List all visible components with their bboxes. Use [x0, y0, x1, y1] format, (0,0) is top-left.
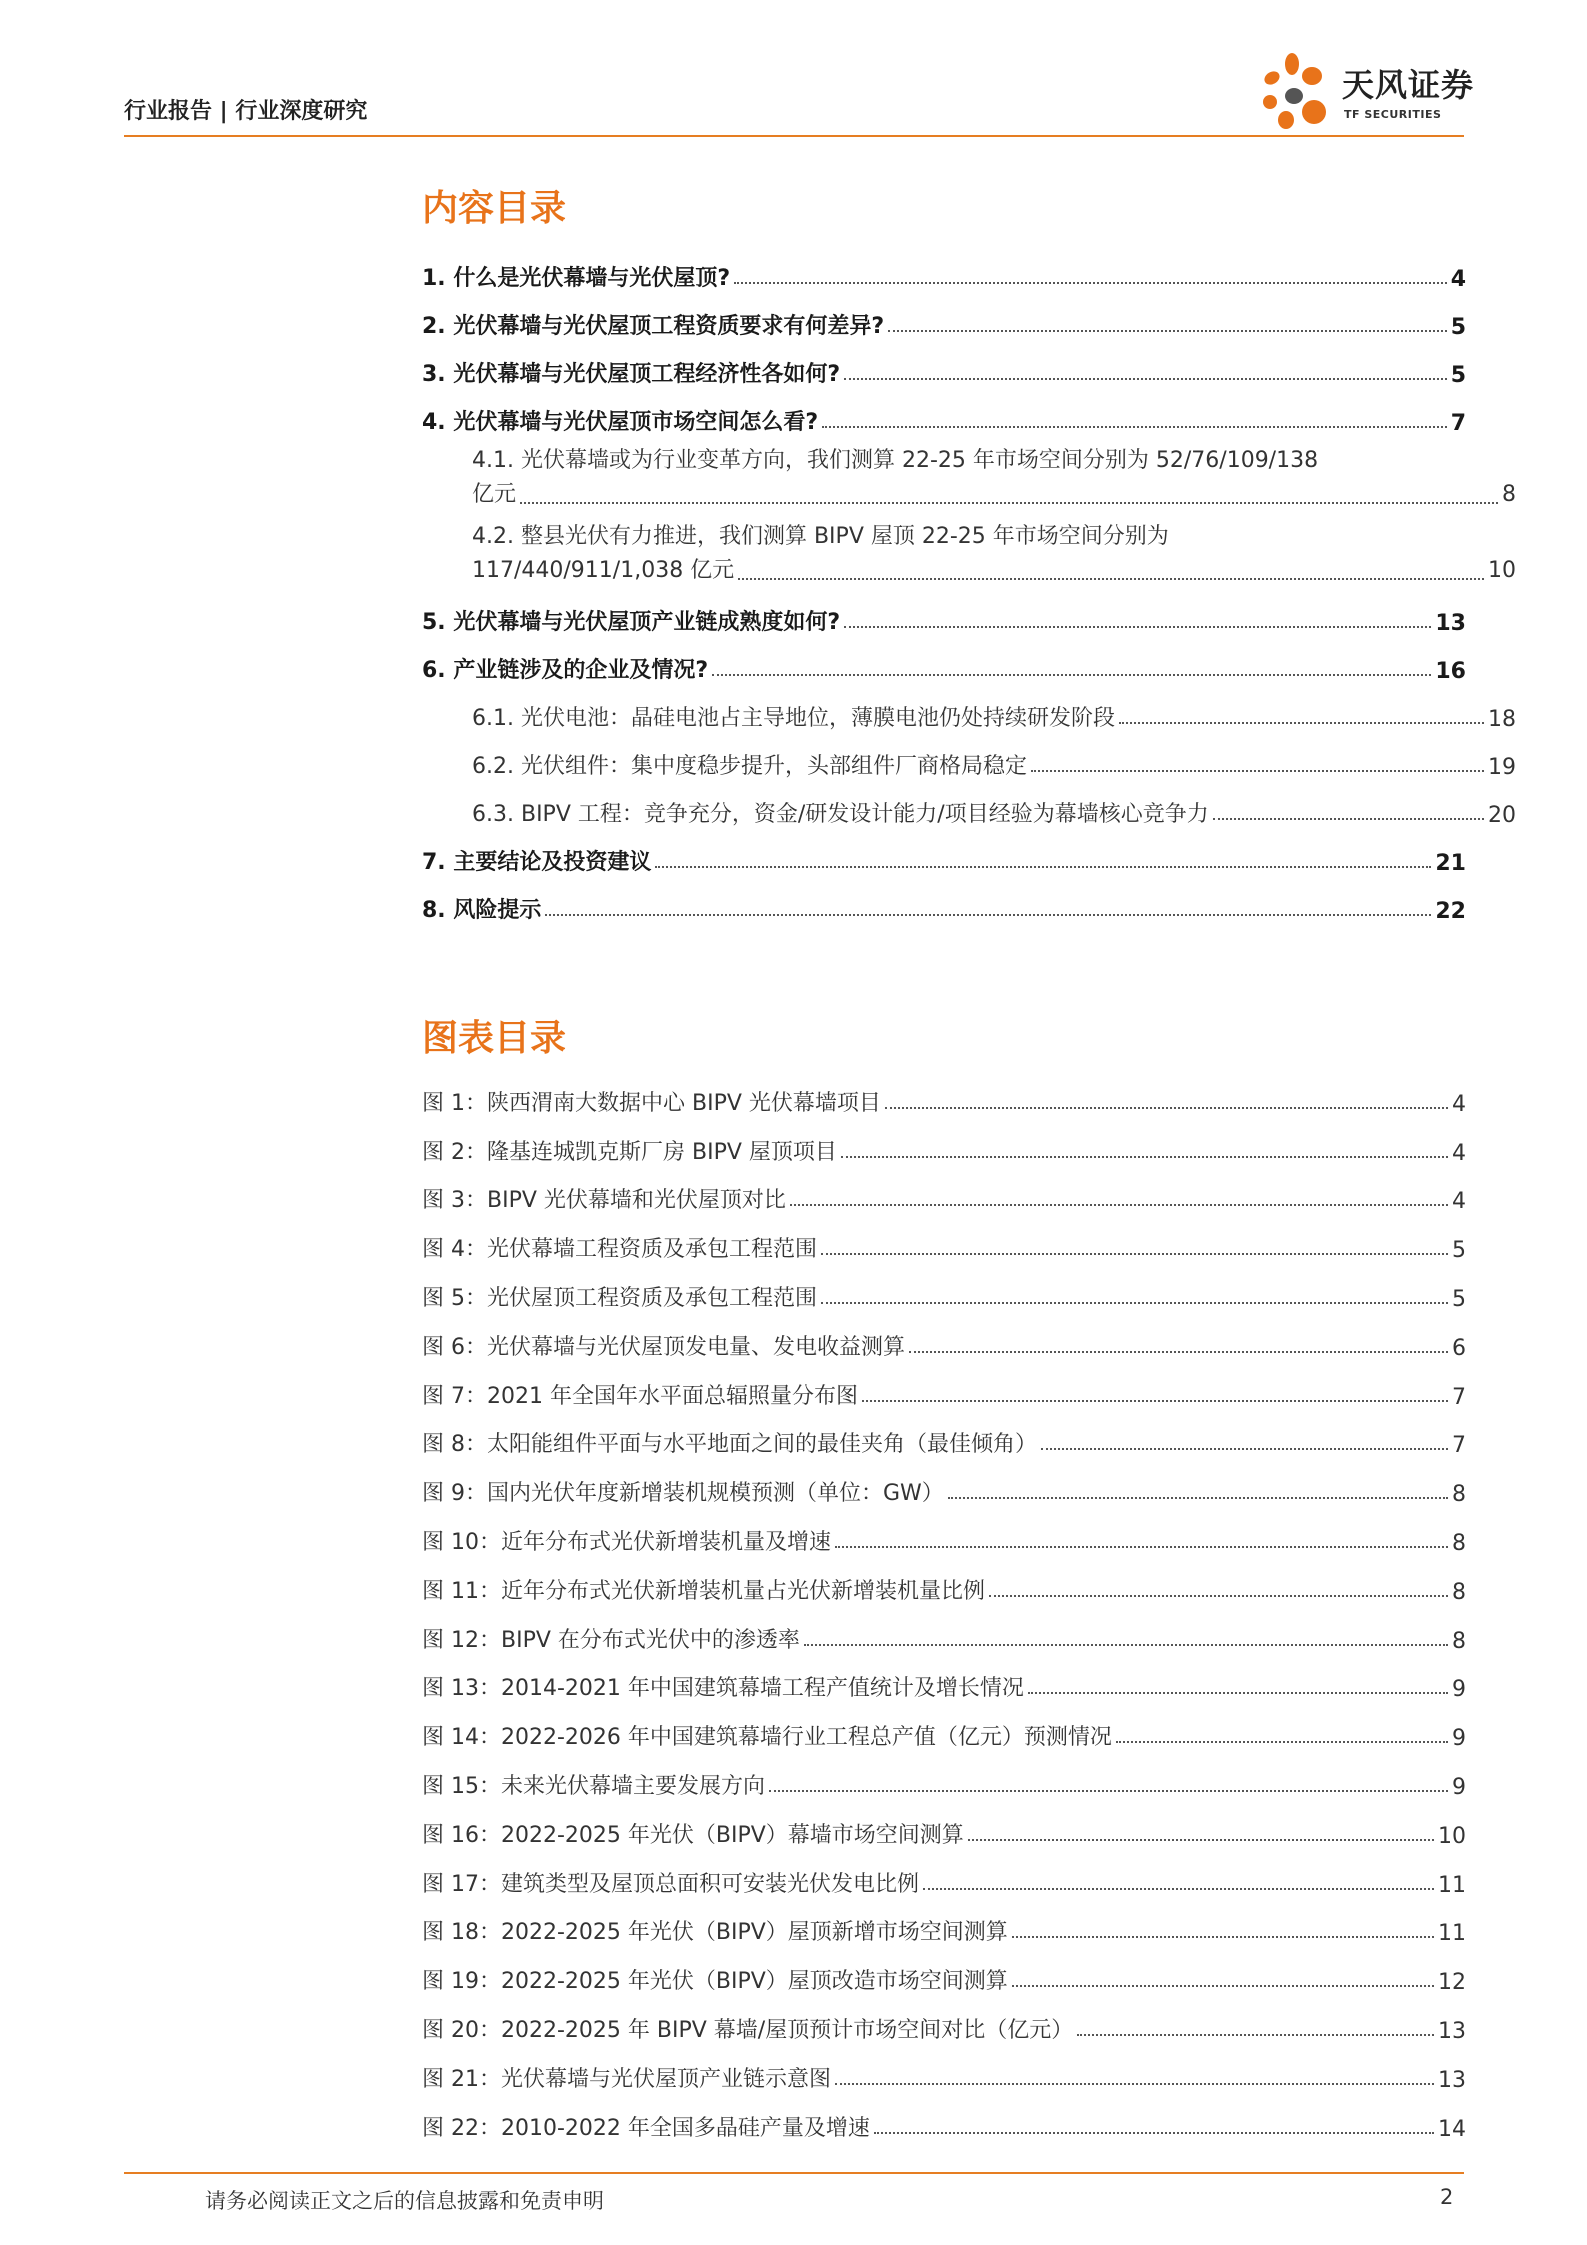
figure-entry[interactable]	[422, 1410, 1466, 1459]
figure-entry-label: 图 22：2010-2022 年全国多晶硅产量及增速	[422, 2115, 870, 2141]
figure-entry-page: 13	[1438, 2067, 1466, 2093]
leader-dots	[1213, 818, 1484, 820]
leader-dots	[862, 1400, 1448, 1402]
figure-entry[interactable]	[422, 1898, 1466, 1947]
figure-entry-page: 5	[1452, 1286, 1466, 1312]
figure-entry[interactable]	[422, 1214, 1466, 1263]
figure-entry-page: 8	[1452, 1530, 1466, 1556]
figure-entry-label: 图 16：2022-2025 年光伏（BIPV）幕墙市场空间测算	[422, 1822, 964, 1848]
toc-entry-page: 13	[1435, 611, 1466, 636]
figure-entry-page: 4	[1452, 1140, 1466, 1166]
leader-dots	[835, 2083, 1434, 2085]
leader-dots	[738, 578, 1484, 580]
figure-entry-label: 图 20：2022-2025 年 BIPV 幕墙/屋顶预计市场空间对比（亿元）	[422, 2017, 1074, 2043]
toc-entry[interactable]	[422, 636, 1466, 684]
toc-entry-label: 3. 光伏幕墙与光伏屋顶工程经济性各如何?	[422, 362, 841, 387]
figure-entry[interactable]	[422, 1361, 1466, 1410]
figure-entry-label: 图 10：近年分布式光伏新增装机量及增速	[422, 1529, 831, 1555]
figure-entry[interactable]	[422, 1068, 1466, 1117]
leader-dots	[769, 1790, 1448, 1792]
toc-entry-label: 4.2. 整县光伏有力推进，我们测算 BIPV 屋顶 22-25 年市场空间分别为	[472, 524, 1169, 549]
leader-dots	[655, 866, 1431, 868]
leader-dots	[712, 674, 1431, 676]
figure-entry-label: 图 17：建筑类型及屋顶总面积可安装光伏发电比例	[422, 1871, 919, 1897]
leader-dots	[545, 914, 1431, 916]
toc-subentry[interactable]	[422, 436, 1516, 512]
leader-dots	[790, 1204, 1448, 1206]
figure-entry-label: 图 3：BIPV 光伏幕墙和光伏屋顶对比	[422, 1188, 786, 1214]
leader-dots	[888, 330, 1447, 332]
figure-entry-label: 图 2：隆基连城凯克斯厂房 BIPV 屋顶项目	[422, 1139, 837, 1165]
toc-entry-page: 22	[1435, 899, 1466, 924]
toc-entry-label: 6.1. 光伏电池：晶硅电池占主导地位，薄膜电池仍处持续研发阶段	[472, 706, 1115, 731]
figure-entry-label: 图 21：光伏幕墙与光伏屋顶产业链示意图	[422, 2066, 831, 2092]
toc-entry-page: 21	[1435, 851, 1466, 876]
company-logo	[1250, 52, 1475, 134]
figure-entry-page: 7	[1452, 1384, 1466, 1410]
toc-entry-label: 6.2. 光伏组件：集中度稳步提升，头部组件厂商格局稳定	[472, 754, 1027, 779]
figure-entry[interactable]	[422, 1800, 1466, 1849]
toc-entry-page: 5	[1450, 363, 1466, 388]
figure-entry-label: 图 12：BIPV 在分布式光伏中的渗透率	[422, 1627, 800, 1653]
toc-entry-label: 4.1. 光伏幕墙或为行业变革方向，我们测算 22-25 年市场空间分别为 52/76/109/138	[472, 448, 1319, 473]
figures-list	[422, 1068, 1466, 2142]
toc-entry-page: 16	[1435, 659, 1466, 684]
leader-dots	[844, 378, 1447, 380]
figure-entry-label: 图 15：未来光伏幕墙主要发展方向	[422, 1773, 765, 1799]
toc-subentry[interactable]	[422, 780, 1516, 828]
toc-subentry[interactable]	[422, 732, 1516, 780]
leader-dots	[874, 2132, 1434, 2134]
leader-dots	[841, 1156, 1448, 1158]
figure-entry[interactable]	[422, 1751, 1466, 1800]
leader-dots	[734, 282, 1447, 284]
toc-entry-label: 5. 光伏幕墙与光伏屋顶产业链成熟度如何?	[422, 610, 841, 635]
toc-entry-page: 19	[1488, 755, 1516, 780]
leader-dots	[923, 1888, 1434, 1890]
figure-entry[interactable]	[422, 2044, 1466, 2093]
leader-dots	[909, 1351, 1448, 1353]
leader-dots	[844, 626, 1431, 628]
leader-dots	[835, 1546, 1448, 1548]
toc-entry-page: 8	[1502, 482, 1516, 507]
figure-entry-page: 11	[1438, 1921, 1466, 1947]
toc-entry-page: 5	[1450, 315, 1466, 340]
logo-chinese-name: 天风证券	[1342, 66, 1475, 104]
figure-entry[interactable]	[422, 1263, 1466, 1312]
leader-dots	[1031, 770, 1484, 772]
footer-disclaimer: 请务必阅读正文之后的信息披露和免责申明	[205, 2189, 604, 2213]
leader-dots	[1116, 1741, 1448, 1743]
figure-entry[interactable]	[422, 1702, 1466, 1751]
toc-entry-label: 4. 光伏幕墙与光伏屋顶市场空间怎么看?	[422, 410, 819, 435]
figure-entry-page: 4	[1452, 1189, 1466, 1215]
figure-entry-label: 图 8：太阳能组件平面与水平地面之间的最佳夹角（最佳倾角）	[422, 1432, 1037, 1458]
toc-entry-label: 8. 风险提示	[422, 898, 542, 923]
toc-entry-label: 6. 产业链涉及的企业及情况?	[422, 658, 709, 683]
figure-entry[interactable]	[422, 1312, 1466, 1361]
leader-dots	[520, 502, 1498, 504]
figure-entry-page: 8	[1452, 1482, 1466, 1508]
figure-entry[interactable]	[422, 1654, 1466, 1703]
figure-entry-label: 图 7：2021 年全国年水平面总辐照量分布图	[422, 1383, 858, 1409]
figure-entry[interactable]	[422, 1507, 1466, 1556]
figure-entry-page: 8	[1452, 1628, 1466, 1654]
figure-entry[interactable]	[422, 1946, 1466, 1995]
figure-entry-label: 图 4：光伏幕墙工程资质及承包工程范围	[422, 1237, 817, 1263]
toc-entry-label-cont: 117/440/911/1,038 亿元	[472, 558, 735, 583]
toc-entry[interactable]	[422, 588, 1466, 636]
figure-entry[interactable]	[422, 1995, 1466, 2044]
leader-dots	[821, 1302, 1448, 1304]
figure-entry-label: 图 19：2022-2025 年光伏（BIPV）屋顶改造市场空间测算	[422, 1969, 1008, 1995]
toc-entry[interactable]	[422, 292, 1466, 340]
toc-entry[interactable]	[422, 388, 1466, 436]
figure-entry-label: 图 14：2022-2026 年中国建筑幕墙行业工程总产值（亿元）预测情况	[422, 1725, 1112, 1751]
figure-entry-label: 图 9：国内光伏年度新增装机规模预测（单位：GW）	[422, 1481, 944, 1507]
leader-dots	[1012, 1936, 1434, 1938]
toc-entry-page: 10	[1488, 558, 1516, 583]
figure-entry-label: 图 6：光伏幕墙与光伏屋顶发电量、发电收益测算	[422, 1334, 905, 1360]
toc-entry-page: 4	[1450, 267, 1466, 292]
leader-dots	[1041, 1448, 1448, 1450]
toc-title: 内容目录	[422, 188, 567, 229]
figure-entry-label: 图 18：2022-2025 年光伏（BIPV）屋顶新增市场空间测算	[422, 1920, 1008, 1946]
figure-entry[interactable]	[422, 1605, 1466, 1654]
figure-entry[interactable]	[422, 1117, 1466, 1166]
toc-entry-label: 7. 主要结论及投资建议	[422, 850, 652, 875]
toc-entry-label: 1. 什么是光伏幕墙与光伏屋顶?	[422, 266, 731, 291]
toc-entry-label: 2. 光伏幕墙与光伏屋顶工程资质要求有何差异?	[422, 314, 885, 339]
toc-list	[422, 244, 1516, 924]
toc-entry-label-cont: 亿元	[472, 482, 517, 507]
figure-entry-page: 10	[1438, 1823, 1466, 1849]
toc-entry-page: 7	[1450, 411, 1466, 436]
toc-entry[interactable]	[422, 244, 1466, 292]
leader-dots	[804, 1644, 1448, 1646]
flower-logo-icon	[1250, 52, 1336, 134]
figure-entry-label: 图 13：2014-2021 年中国建筑幕墙工程产值统计及增长情况	[422, 1676, 1024, 1702]
figure-entry[interactable]	[422, 1166, 1466, 1215]
figure-entry-page: 12	[1438, 1970, 1466, 1996]
leader-dots	[821, 1253, 1448, 1255]
figure-entry-label: 图 1：陕西渭南大数据中心 BIPV 光伏幕墙项目	[422, 1090, 881, 1116]
leader-dots	[822, 426, 1447, 428]
header-divider	[124, 135, 1464, 137]
footer-divider	[124, 2172, 1464, 2174]
figure-entry[interactable]	[422, 1556, 1466, 1605]
figure-entry-page: 13	[1438, 2018, 1466, 2044]
toc-subentry[interactable]	[422, 684, 1516, 732]
leader-dots	[989, 1595, 1448, 1597]
figure-entry-page: 6	[1452, 1335, 1466, 1361]
figure-entry-page: 9	[1452, 1774, 1466, 1800]
figure-entry-label: 图 11：近年分布式光伏新增装机量占光伏新增装机量比例	[422, 1578, 985, 1604]
leader-dots	[968, 1839, 1434, 1841]
figures-title: 图表目录	[422, 1018, 567, 1059]
figure-entry-page: 11	[1438, 1872, 1466, 1898]
toc-subentry[interactable]	[422, 512, 1516, 588]
figure-entry[interactable]	[422, 1458, 1466, 1507]
toc-entry[interactable]	[422, 876, 1466, 924]
figure-entry-page: 14	[1438, 2116, 1466, 2142]
logo-english-name: TF SECURITIES	[1344, 108, 1442, 121]
toc-entry-label: 6.3. BIPV 工程：竞争充分，资金/研发设计能力/项目经验为幕墙核心竞争力	[472, 802, 1209, 827]
toc-entry[interactable]	[422, 828, 1466, 876]
leader-dots	[1028, 1692, 1448, 1694]
leader-dots	[885, 1107, 1448, 1109]
leader-dots	[1077, 2034, 1434, 2036]
report-category: 行业报告 | 行业深度研究	[124, 99, 368, 124]
figure-entry-page: 8	[1452, 1579, 1466, 1605]
figure-entry-page: 9	[1452, 1677, 1466, 1703]
page-number: 2	[1440, 2185, 1454, 2209]
figure-entry-page: 5	[1452, 1238, 1466, 1264]
toc-entry-page: 18	[1488, 707, 1516, 732]
toc-entry-page: 20	[1488, 803, 1516, 828]
figure-entry-page: 9	[1452, 1726, 1466, 1752]
figure-entry-label: 图 5：光伏屋顶工程资质及承包工程范围	[422, 1285, 817, 1311]
leader-dots	[1119, 722, 1484, 724]
leader-dots	[948, 1497, 1448, 1499]
toc-entry[interactable]	[422, 340, 1466, 388]
leader-dots	[1012, 1985, 1434, 1987]
figure-entry[interactable]	[422, 2093, 1466, 2142]
figure-entry-page: 4	[1452, 1091, 1466, 1117]
figure-entry[interactable]	[422, 1849, 1466, 1898]
figure-entry-page: 7	[1452, 1433, 1466, 1459]
